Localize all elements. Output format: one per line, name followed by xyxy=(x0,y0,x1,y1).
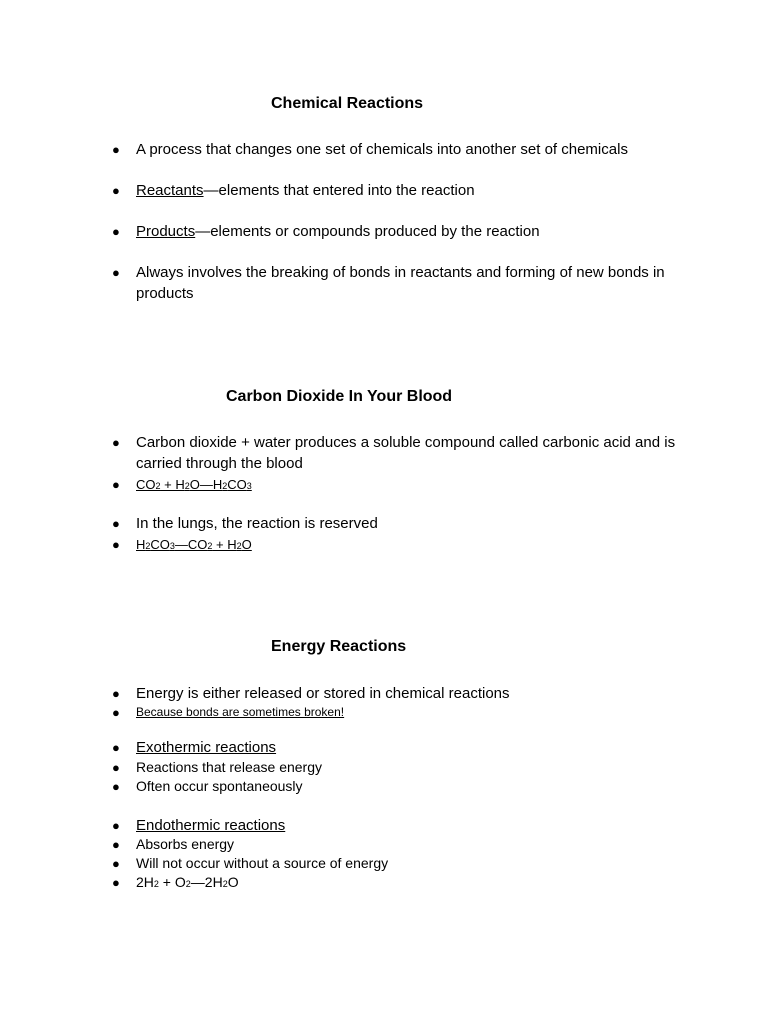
term-reactants: Reactants xyxy=(136,182,204,199)
bullet: ● xyxy=(112,435,120,450)
definition-products: —elements or compounds produced by the reaction xyxy=(195,223,540,240)
list-item xyxy=(112,757,692,778)
list-item-text: In the lungs, the reaction is reserved xyxy=(136,515,378,532)
list-item xyxy=(112,683,692,704)
bullet: ● xyxy=(112,142,120,157)
bullet: ● xyxy=(112,265,120,280)
heading-carbon-dioxide: Carbon Dioxide In Your Blood xyxy=(226,388,453,405)
equation-water-formation: 2H2 + O2—2H2O xyxy=(136,874,239,890)
list-item-text: Often occur spontaneously xyxy=(136,778,303,794)
list-item-text: Energy is either released or stored in chemical reactions xyxy=(136,685,510,702)
bullet: ● xyxy=(112,856,120,871)
list-item-text xyxy=(136,180,692,201)
list-item-text: A process that changes one set of chemicals into another set of chemicals xyxy=(136,141,628,158)
heading-energy-reactions: Energy Reactions xyxy=(271,638,407,655)
bullet: ● xyxy=(112,537,120,552)
list-item-text: Carbon dioxide + water produces a soluble compound called carbonic acid and is carried through the blood xyxy=(136,434,676,472)
term-products: Products xyxy=(136,223,196,240)
list-item xyxy=(112,834,692,855)
list-item-text: Because bonds are sometimes broken! xyxy=(136,705,345,719)
list-item xyxy=(112,702,692,723)
list-item-text: Always involves the breaking of bonds in reactants and forming of new bonds in products xyxy=(136,264,665,302)
list-item-text: Reactions that release energy xyxy=(136,759,322,775)
bullet: ● xyxy=(112,875,120,890)
bullet: ● xyxy=(112,224,120,239)
list-item xyxy=(112,737,692,758)
bullet: ● xyxy=(112,183,120,198)
definition-reactants: —elements that entered into the reaction xyxy=(203,182,475,199)
equation-item xyxy=(112,474,692,497)
list-item xyxy=(112,432,692,474)
list-item-text: Absorbs energy xyxy=(136,836,235,852)
list-item xyxy=(112,221,692,242)
list-item xyxy=(112,815,692,836)
bullet: ● xyxy=(112,818,120,833)
heading-chemical-reactions: Chemical Reactions xyxy=(271,95,424,112)
list-item xyxy=(112,853,692,874)
list-item xyxy=(112,180,692,201)
bullet: ● xyxy=(112,516,120,531)
equation-co2-water: CO2 + H2O—H2CO3 xyxy=(136,477,252,492)
list-item xyxy=(112,513,692,534)
equation-carbonic-acid-reverse: H2CO3—CO2 + H2O xyxy=(136,537,252,552)
equation-item xyxy=(112,534,692,557)
list-item-text xyxy=(136,221,692,242)
bullet: ● xyxy=(112,686,120,701)
term-exothermic: Exothermic reactions xyxy=(136,739,277,756)
bullet: ● xyxy=(112,740,120,755)
equation-item xyxy=(112,872,692,895)
bullet: ● xyxy=(112,760,120,775)
list-item xyxy=(112,262,692,304)
list-item xyxy=(112,139,692,160)
bullet: ● xyxy=(112,779,120,794)
term-endothermic: Endothermic reactions xyxy=(136,817,286,834)
bullet: ● xyxy=(112,477,120,492)
list-item xyxy=(112,776,692,797)
list-item-text: Will not occur without a source of energy xyxy=(136,855,389,871)
bullet: ● xyxy=(112,705,120,720)
bullet: ● xyxy=(112,837,120,852)
